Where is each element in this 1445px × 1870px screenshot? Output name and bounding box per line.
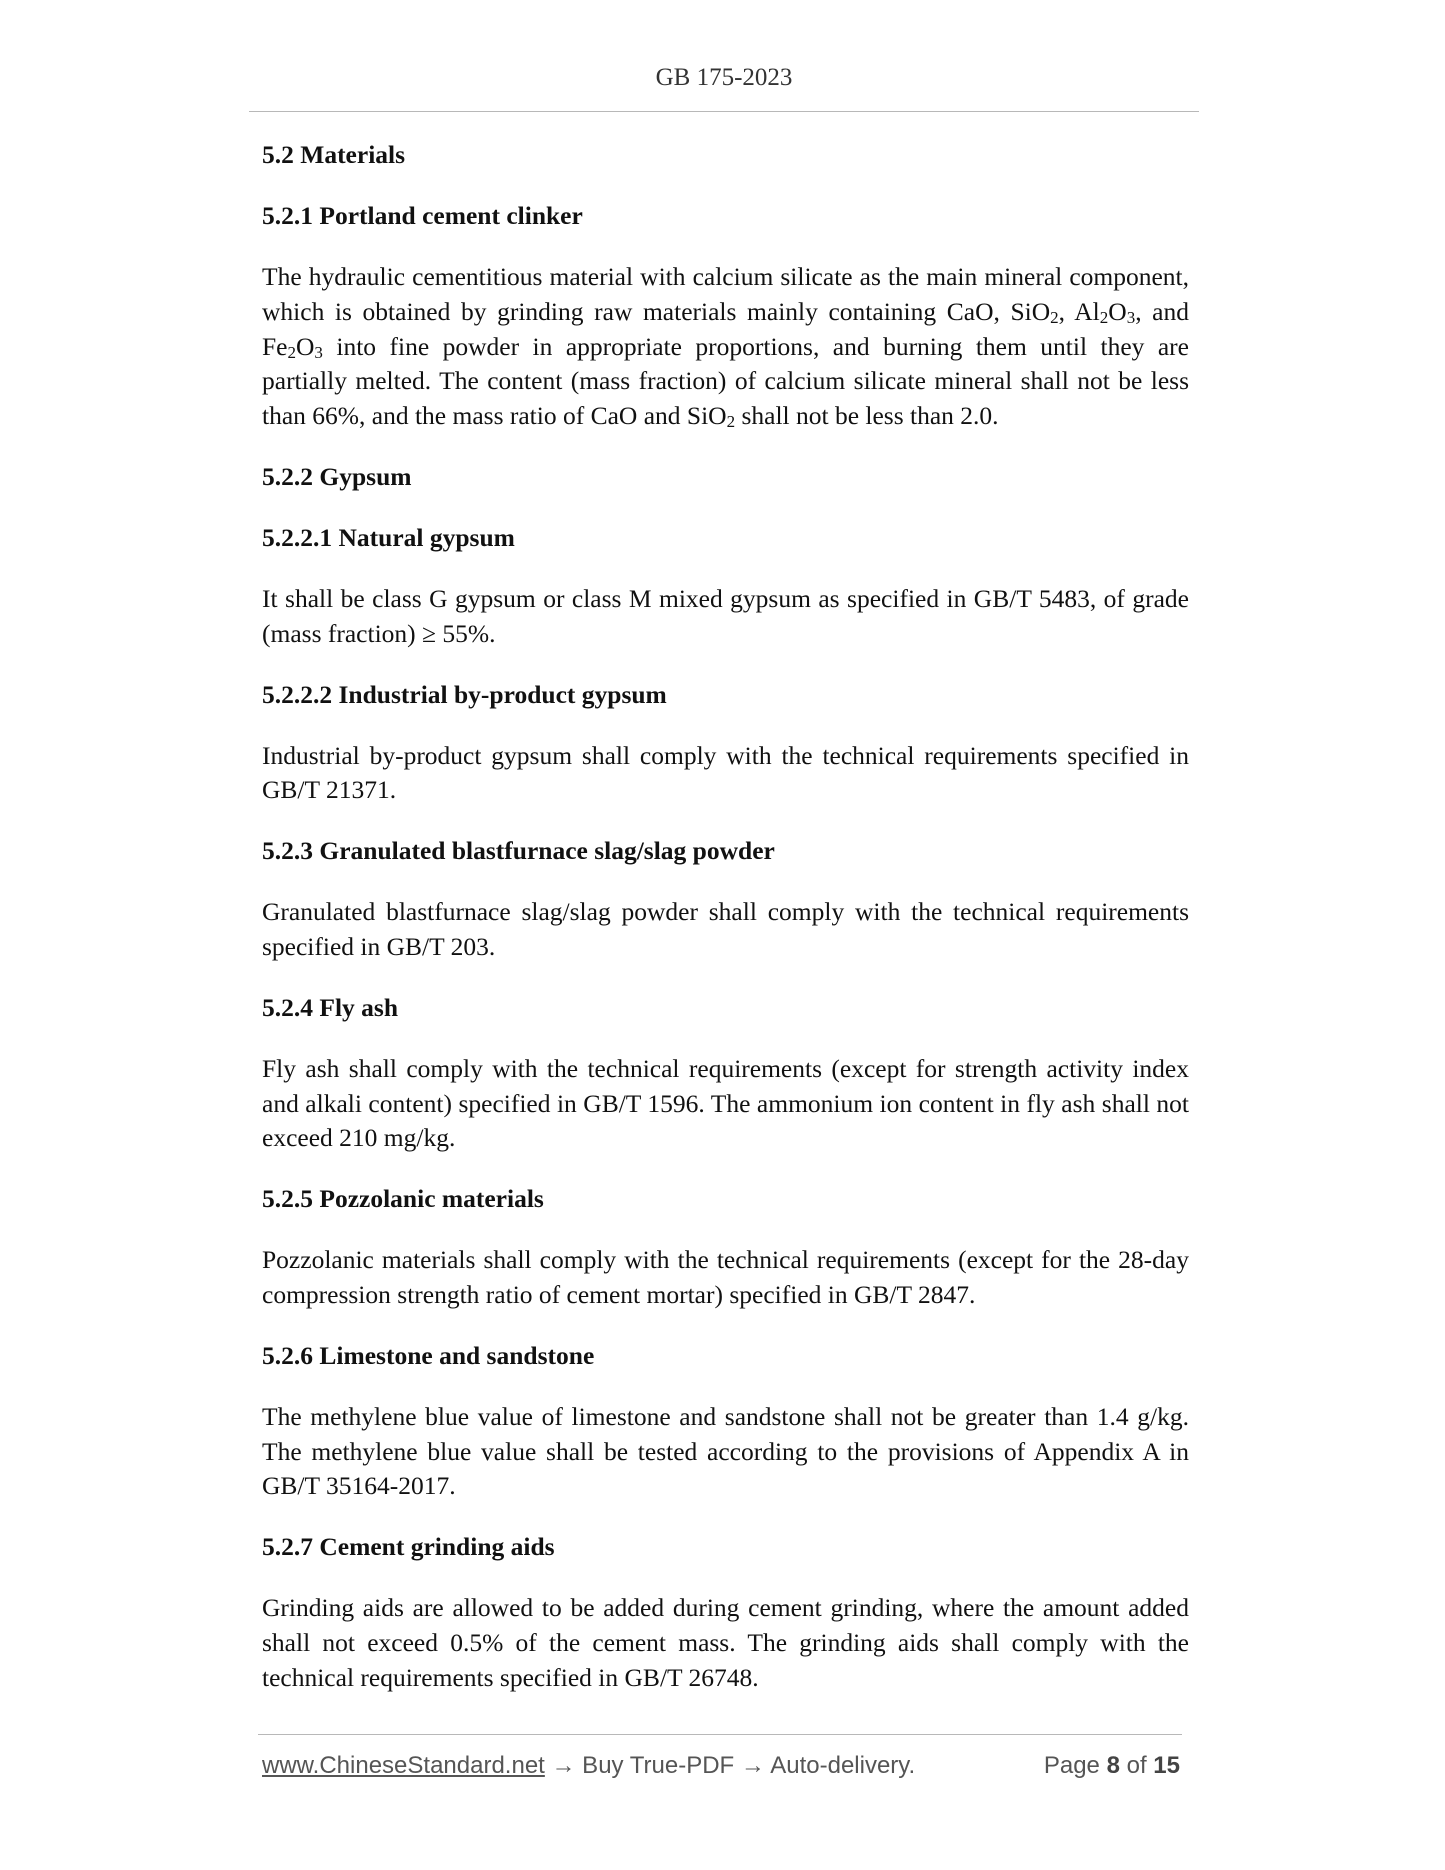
page-label: Page — [1043, 1752, 1100, 1779]
header-divider — [249, 111, 1199, 112]
paragraph-pozzolanic: Pozzolanic materials shall comply with the technical requirements (except for the 28-day compression strength ratio of cement mortar) specified in GB/T 2847. — [262, 1245, 1189, 1309]
footer-promo-text: → Buy True-PDF → Auto-delivery. — [544, 1752, 916, 1779]
website-link[interactable]: www.ChineseStandard.net — [262, 1752, 545, 1779]
paragraph-fly-ash: Fly ash shall comply with the technical requirements (except for strength activity index and alkali content) specified in GB/T 1596. The ammonium ion content in fly ash shall not exceed 210 mg/kg. — [262, 1053, 1189, 1153]
document-body — [262, 138, 1189, 1722]
section-heading-5-2-5: 5.2.5 Pozzolanic materials — [262, 1184, 544, 1214]
page-current: 8 — [1106, 1752, 1120, 1779]
paragraph-limestone: The methylene blue value of limestone and sandstone shall not be greater than 1.4 g/kg. The methylene blue value shall be tested according to the provisions of Appendix A in GB/T 35164-2017. — [262, 1401, 1189, 1501]
subscript-3: 3 — [314, 342, 323, 362]
paragraph-grinding-aids: Grinding aids are allowed to be added during cement grinding, where the amount added shall not exceed 0.5% of the cement mass. The grinding aids shall comply with the technical requirements specified in GB/T 26748. — [262, 1593, 1189, 1692]
section-heading-5-2-1: 5.2.1 Portland cement clinker — [262, 201, 583, 230]
section-heading-5-2: 5.2 Materials — [262, 140, 406, 169]
page-total: 15 — [1153, 1752, 1180, 1779]
section-heading-5-2-2: 5.2.2 Gypsum — [262, 461, 412, 491]
section-heading-5-2-2-2: 5.2.2.2 Industrial by-product gypsum — [262, 679, 667, 709]
section-heading-5-2-6: 5.2.6 Limestone and sandstone — [262, 1340, 595, 1370]
clinker-text-1: The hydraulic cementitious material with calcium silicate as the main mineral component, which is obtained by grinding raw materials mainly containing CaO, SiO — [262, 262, 1189, 326]
clinker-text-5: O — [296, 331, 315, 361]
paragraph-natural-gypsum: It shall be class G gypsum or class M mixed gypsum as specified in GB/T 5483, of grade (mass fraction) ≥ 55%. — [262, 583, 1189, 648]
clinker-text-3: O — [1108, 296, 1127, 326]
subscript-2: 2 — [1099, 307, 1109, 327]
footer-divider — [258, 1734, 1182, 1735]
section-heading-5-2-4: 5.2.4 Fly ash — [262, 992, 399, 1022]
clinker-text-6: into fine powder in appropriate proportions, and burning them until they are partially melted. The content (mass fraction) of calcium silicate mineral shall not be less than 66%, and the mass ratio of CaO and SiO — [262, 331, 1189, 431]
subscript-2: 2 — [1050, 307, 1059, 327]
subscript-2: 2 — [726, 412, 736, 432]
subscript-2: 2 — [287, 342, 296, 362]
paragraph-portland-cement-clinker — [262, 260, 1189, 434]
clinker-text-2: , Al — [1058, 296, 1100, 326]
page-footer — [262, 1752, 1180, 1780]
subscript-3: 3 — [1126, 307, 1136, 327]
section-heading-5-2-7: 5.2.7 Cement grinding aids — [262, 1532, 555, 1562]
page-header-title: GB 175-2023 — [655, 64, 793, 91]
paragraph-slag-powder: Granulated blastfurnace slag/slag powder shall comply with the technical requirements specified in GB/T 203. — [262, 897, 1189, 961]
page-indicator — [1044, 1752, 1180, 1780]
of-label: of — [1126, 1752, 1147, 1779]
section-heading-5-2-2-1: 5.2.2.1 Natural gypsum — [262, 522, 515, 552]
section-heading-5-2-3: 5.2.3 Granulated blastfurnace slag/slag powder — [262, 836, 775, 866]
clinker-text-4: , and Fe — [262, 296, 1189, 361]
paragraph-industrial-gypsum: Industrial by-product gypsum shall comply with the technical requirements specified in GB/T 21371. — [262, 740, 1189, 805]
clinker-text-7: shall not be less than 2.0. — [735, 401, 999, 431]
